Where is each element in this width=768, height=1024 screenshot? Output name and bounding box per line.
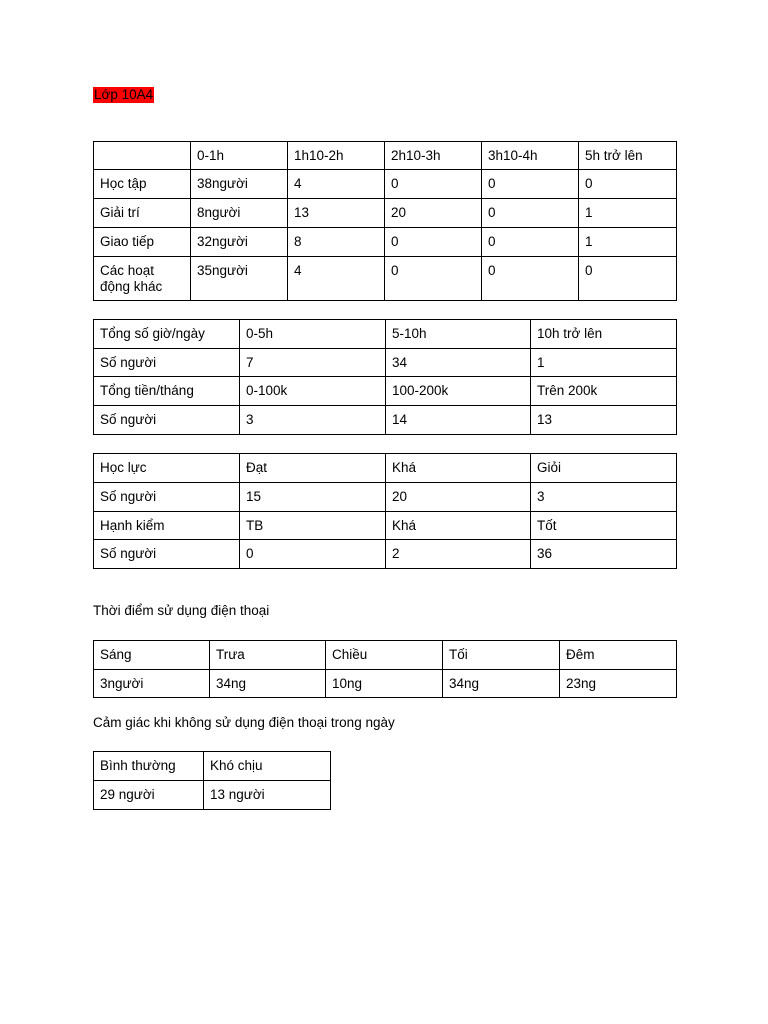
table-cell: 1: [579, 228, 677, 257]
table-cell: 10h trở lên: [531, 320, 677, 349]
table-cell: 1: [531, 349, 677, 377]
table-cell: 100-200k: [386, 377, 531, 406]
table-cell: Số người: [94, 406, 240, 435]
activity-time-table: [93, 141, 677, 301]
table-cell: [94, 142, 191, 170]
table-cell: Hạnh kiểm: [94, 512, 240, 540]
table-row: [94, 257, 677, 301]
table-cell: 14: [386, 406, 531, 435]
table-cell: Giao tiếp: [94, 228, 191, 257]
table-row: [94, 483, 677, 512]
table-cell: 0: [482, 199, 579, 228]
table-cell: 0-5h: [240, 320, 386, 349]
table-cell: 7: [240, 349, 386, 377]
table-cell: 8: [288, 228, 385, 257]
table-cell: Giỏi: [531, 454, 677, 483]
table-cell: Số người: [94, 349, 240, 377]
table-cell: 32người: [191, 228, 288, 257]
table-row: [94, 512, 677, 540]
table-cell: 8người: [191, 199, 288, 228]
table-row: [94, 781, 331, 810]
table-cell: 35người: [191, 257, 288, 301]
table-cell: 20: [385, 199, 482, 228]
table-cell: Chiều: [326, 641, 443, 670]
table-cell: Học lực: [94, 454, 240, 483]
table-cell: 0: [482, 170, 579, 199]
table-cell: Tổng số giờ/ngày: [94, 320, 240, 349]
table-cell: Các hoạt động khác: [94, 257, 191, 301]
table-cell: 13: [288, 199, 385, 228]
table-cell: 1h10-2h: [288, 142, 385, 170]
table-cell: 4: [288, 170, 385, 199]
table-cell: Tổng tiền/tháng: [94, 377, 240, 406]
table-row: [94, 199, 677, 228]
table-cell: 34ng: [210, 670, 326, 698]
table-cell: 0-1h: [191, 142, 288, 170]
phone-time-heading: Thời điểm sử dụng điện thoại: [93, 603, 270, 618]
table-cell: Giải trí: [94, 199, 191, 228]
table-row: [94, 377, 677, 406]
table-cell: Số người: [94, 540, 240, 569]
performance-conduct-table: [93, 453, 677, 569]
usage-spending-table: [93, 319, 677, 435]
table-cell: 38người: [191, 170, 288, 199]
table-cell: 0: [482, 257, 579, 301]
table-cell: 3: [240, 406, 386, 435]
table-cell: 1: [579, 199, 677, 228]
table-row: [94, 228, 677, 257]
table-cell: Khá: [386, 512, 531, 540]
table-cell: Học tập: [94, 170, 191, 199]
table-cell: 5h trở lên: [579, 142, 677, 170]
feeling-heading: Cảm giác khi không sử dụng điện thoại trong ngày: [93, 715, 395, 730]
table-row: [94, 406, 677, 435]
table-cell: 20: [386, 483, 531, 512]
table-cell: Khó chịu: [204, 752, 331, 781]
table-row: [94, 540, 677, 569]
table-cell: Trưa: [210, 641, 326, 670]
table-row: [94, 752, 331, 781]
phone-time-table: [93, 640, 677, 698]
table-row: [94, 349, 677, 377]
table-cell: 4: [288, 257, 385, 301]
table-cell: 13: [531, 406, 677, 435]
table-cell: 0-100k: [240, 377, 386, 406]
table-cell: TB: [240, 512, 386, 540]
table-cell: 0: [579, 170, 677, 199]
table-cell: 2h10-3h: [385, 142, 482, 170]
table-cell: Bình thường: [94, 752, 204, 781]
table-cell: 2: [386, 540, 531, 569]
table-cell: Khá: [386, 454, 531, 483]
table-row: [94, 320, 677, 349]
table-cell: Trên 200k: [531, 377, 677, 406]
table-row: [94, 641, 677, 670]
table-cell: 3: [531, 483, 677, 512]
class-label: Lớp 10A4: [94, 87, 154, 102]
table-cell: 0: [385, 170, 482, 199]
table-row: [94, 670, 677, 698]
table-cell: 0: [240, 540, 386, 569]
table-cell: Tốt: [531, 512, 677, 540]
table-cell: 0: [385, 257, 482, 301]
table-cell: 5-10h: [386, 320, 531, 349]
table-cell: Đạt: [240, 454, 386, 483]
table-row: [94, 454, 677, 483]
table-row: [94, 142, 677, 170]
table-cell: 13 người: [204, 781, 331, 810]
table-cell: 29 người: [94, 781, 204, 810]
table-cell: 0: [482, 228, 579, 257]
table-cell: 34ng: [443, 670, 560, 698]
table-cell: 0: [385, 228, 482, 257]
table-cell: 34: [386, 349, 531, 377]
table-cell: Tối: [443, 641, 560, 670]
table-cell: 3người: [94, 670, 210, 698]
table-cell: 10ng: [326, 670, 443, 698]
table-cell: Sáng: [94, 641, 210, 670]
table-cell: 23ng: [560, 670, 677, 698]
table-cell: 36: [531, 540, 677, 569]
table-cell: 15: [240, 483, 386, 512]
table-cell: 3h10-4h: [482, 142, 579, 170]
feeling-table: [93, 751, 331, 810]
table-cell: Số người: [94, 483, 240, 512]
table-cell: 0: [579, 257, 677, 301]
table-row: [94, 170, 677, 199]
table-cell: Đêm: [560, 641, 677, 670]
